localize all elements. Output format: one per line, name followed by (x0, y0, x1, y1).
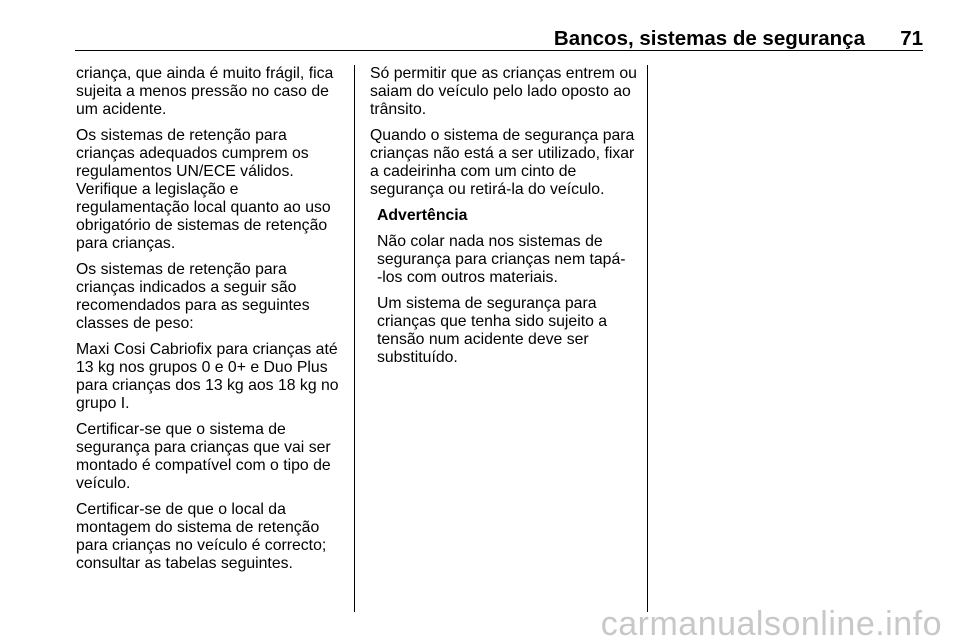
paragraph: criança, que ainda é muito frágil, fica sujeita a menos pressão no caso de um acidente. (76, 65, 334, 118)
text-column-2 (370, 65, 638, 375)
column-divider-left (354, 65, 355, 612)
page-number: 71 (900, 27, 923, 50)
paragraph: Certificar-se que o sistema de segurança para crianças que vai ser montado é compatível com o tipo de veículo. (76, 421, 331, 492)
warning-title: Advertência (377, 207, 468, 224)
header-rule (75, 50, 923, 51)
paragraph: Quando o sistema de segurança para crianças não está a ser utilizado, fixar a cadeirinha com um cinto de segurança ou retirá-la do veículo. (370, 127, 635, 198)
paragraph: Maxi Cosi Cabriofix para crianças até 13 kg nos grupos 0 e 0+ e Duo Plus para crianças dos 13 kg aos 18 kg no grupo I. (76, 341, 339, 412)
paragraph: Os sistemas de retenção para crianças adequados cumprem os regulamentos UN/ECE válidos. Verifique a legislação e regulamentação local quanto ao uso obrigatório de sistemas de retenção para crianças. (76, 127, 331, 252)
warning-paragraph: Não colar nada nos sistemas de segurança para crianças nem tapá- -los com outros materiais. (377, 233, 626, 286)
warning-paragraph: Um sistema de segurança para crianças que tenha sido sujeito a tensão num acidente deve ser substituído. (377, 295, 608, 366)
column-divider-right (647, 65, 648, 612)
warning-box (377, 207, 638, 367)
paragraph: Certificar-se de que o local da montagem do sistema de retenção para crianças no veículo é correcto; consultar as tabelas seguintes. (76, 501, 327, 572)
paragraph: Os sistemas de retenção para crianças indicados a seguir são recomendados para as seguintes classes de peso: (76, 261, 310, 332)
paragraph: Só permitir que as crianças entrem ou saiam do veículo pelo lado oposto ao trânsito. (370, 65, 637, 118)
section-title: Bancos, sistemas de segurança (553, 27, 865, 50)
watermark: carmanualsonline.info (600, 605, 942, 642)
text-column-1 (76, 65, 346, 581)
